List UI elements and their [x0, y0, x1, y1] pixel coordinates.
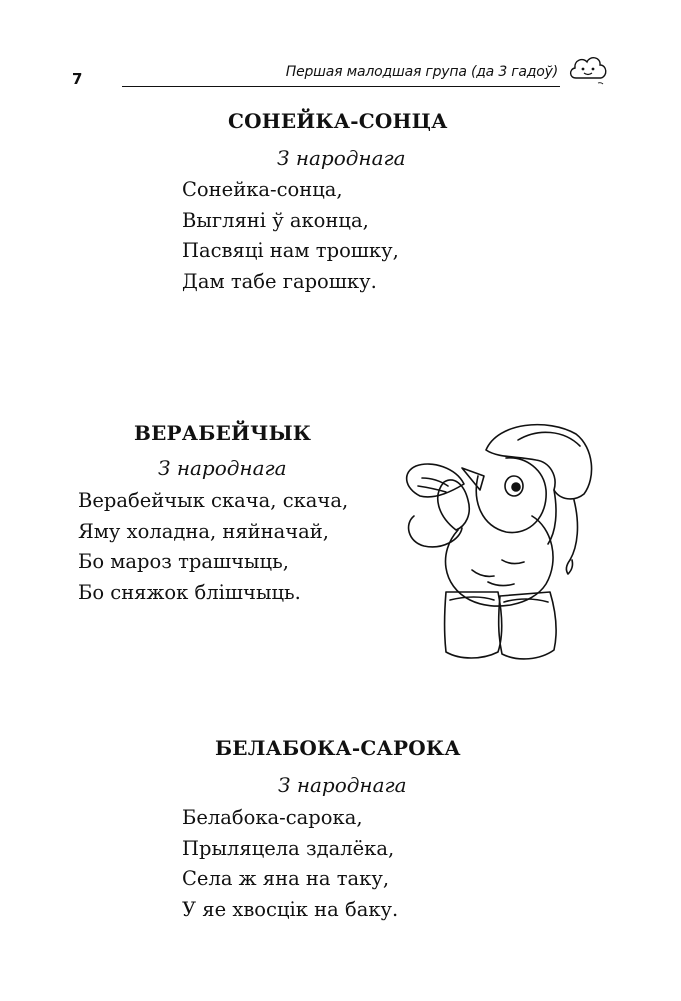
page-header	[0, 0, 681, 110]
poem-line: Прыляцела здалёка,	[182, 836, 395, 860]
poem-line: Бо мароз трашчыць,	[78, 550, 289, 574]
poem-lines	[78, 486, 348, 608]
poem-subtitle: З народнага	[158, 456, 287, 480]
poem-line: Села ж яна на таку,	[182, 867, 390, 891]
sparrow-in-hat-and-boots-icon	[398, 420, 610, 668]
poem-lines	[182, 803, 398, 925]
poem-line: Белабока-сарока,	[182, 806, 363, 829]
running-title: Першая малодшая група (да 3 гадоў)	[285, 64, 558, 80]
poem-line: Дам табе гарошку.	[182, 269, 377, 293]
poem-title: СОНЕЙКА-СОНЦА	[228, 109, 448, 133]
cloud-face-icon	[566, 50, 610, 90]
poem-line: Бо сняжок блiшчыць.	[78, 580, 301, 604]
poem-line: Пасвяцi нам трошку,	[182, 239, 399, 263]
poem-line: Верабейчык скача, скача,	[78, 489, 349, 512]
poem-lines	[182, 175, 399, 297]
poem-subtitle: З народнага	[278, 773, 407, 797]
poem-subtitle: З народнага	[277, 146, 406, 170]
page-number: 7	[72, 70, 83, 88]
poem-line: Сонейка-сонца,	[182, 178, 343, 201]
poem-line: Яму холадна, няйначай,	[78, 519, 329, 543]
poem-title: БЕЛАБОКА-САРОКА	[215, 736, 461, 760]
poem-title: ВЕРАБЕЙЧЫК	[134, 421, 312, 445]
poem-line: Выглянi ў аконца,	[182, 208, 369, 232]
header-rule	[122, 86, 560, 87]
poem-line: У яе хвосцiк на баку.	[182, 897, 399, 921]
